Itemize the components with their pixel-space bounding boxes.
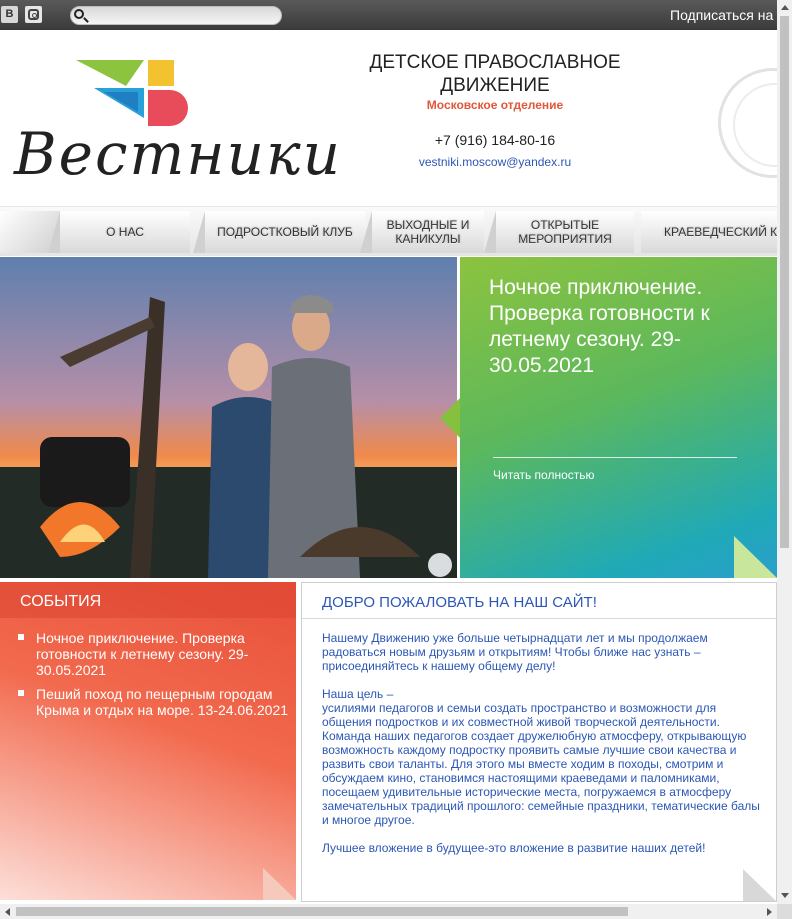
main-nav: [0, 206, 777, 256]
scroll-left-icon[interactable]: [5, 908, 10, 916]
search-input[interactable]: [70, 6, 282, 25]
event-item[interactable]: [18, 686, 292, 718]
vertical-scrollbar[interactable]: [777, 0, 792, 904]
hero-page-fold: [734, 536, 777, 578]
vk-icon[interactable]: В: [1, 6, 18, 23]
nav-item-weekends[interactable]: [372, 211, 484, 253]
welcome-panel: [301, 582, 777, 902]
nav-item-local-history[interactable]: [641, 211, 777, 253]
nav-item-label: КРАЕВЕДЧЕСКИЙ К: [664, 225, 777, 239]
search-icon: [74, 9, 84, 19]
scroll-right-icon[interactable]: [767, 908, 772, 916]
campfire-photo-icon: [0, 257, 457, 578]
nav-item-about[interactable]: [60, 211, 190, 253]
scrollbar-corner: [777, 904, 792, 919]
top-bar: [0, 0, 792, 30]
nav-item-label: ПОДРОСТКОВЫЙ КЛУБ: [217, 225, 353, 239]
email-link[interactable]: vestniki.moscow@yandex.ru: [418, 155, 572, 169]
nav-item-label: ВЫХОДНЫЕ И КАНИКУЛЫ: [386, 218, 470, 246]
horizontal-scrollbar[interactable]: [0, 904, 777, 919]
phone-number: +7 (916) 184-80-16: [434, 132, 556, 148]
scroll-down-icon[interactable]: [781, 893, 789, 898]
welcome-paragraph: усилиями педагогов и семьи создать пространство и возможности для общения подростков и их совместной живой творческой деятельности. Команда наших педагогов создает дружелюбную атмосферу, открывающую возможность каждому подростку проявить самые лучшие свои качества и развить свои таланты. Для этого мы вместе ходим в походы, смотрим и обсуждаем кино, становимся настоящими краеведами и паломниками, посещаем удивительные исторические места, погружаемся в атмосферу замечательных традиций прошлого: семейные праздники, тематические балы и многое другое.: [322, 701, 760, 827]
events-page-fold: [263, 868, 296, 900]
welcome-page-fold: [743, 869, 776, 901]
hero-photo[interactable]: [0, 257, 457, 578]
goal-label: Наша цель –: [322, 687, 394, 701]
site-logo[interactable]: [14, 56, 342, 191]
nav-item-label: О НАС: [106, 225, 144, 239]
welcome-body: [322, 631, 764, 869]
org-subtitle: Московское отделение: [426, 98, 564, 112]
scroll-up-icon[interactable]: [781, 5, 789, 10]
event-item-text: Пеший поход по пещерным городам Крыма и отдых на море. 13-24.06.2021: [36, 686, 289, 718]
events-list: [18, 630, 292, 726]
hero-divider: [493, 457, 737, 458]
welcome-title: ДОБРО ПОЖАЛОВАТЬ НА НАШ САЙТ!: [322, 594, 597, 611]
bullet-icon: [18, 634, 24, 640]
subscribe-link[interactable]: Подписаться на: [670, 7, 774, 23]
events-panel: [0, 582, 296, 900]
nav-item-label: ОТКРЫТЫЕ МЕРОПРИЯТИЯ: [518, 218, 612, 246]
events-title: СОБЫТИЯ: [20, 593, 102, 610]
horizontal-scroll-thumb[interactable]: [16, 907, 628, 916]
instagram-icon[interactable]: [25, 6, 42, 23]
welcome-paragraph: Нашему Движению уже больше четырнадцати лет и мы продолжаем радоваться новым друзьям и открытиям! Чтобы ближе нас узнать – присоединяйтесь к нашему общему делу!: [322, 631, 708, 673]
event-item-text: Ночное приключение. Проверка готовности к летнему сезону. 29-30.05.2021: [36, 630, 249, 678]
nav-item-teen-club[interactable]: [205, 211, 365, 253]
bullet-icon: [18, 690, 24, 696]
nav-item-open-events[interactable]: [496, 211, 634, 253]
welcome-closing: Лучшее вложение в будущее-это вложение в развитие наших детей!: [322, 841, 706, 855]
hero-title[interactable]: Ночное приключение. Проверка готовности к летнему сезону. 29-30.05.2021: [489, 276, 710, 377]
hero-panel-notch: [440, 398, 460, 438]
org-title: ДЕТСКОЕ ПРАВОСЛАВНОЕ ДВИЖЕНИЕ: [369, 52, 621, 96]
vertical-scroll-thumb[interactable]: [780, 16, 789, 548]
read-more-link[interactable]: Читать полностью: [493, 468, 595, 482]
logo-text: Вестники: [14, 120, 342, 188]
event-item[interactable]: [18, 630, 292, 678]
